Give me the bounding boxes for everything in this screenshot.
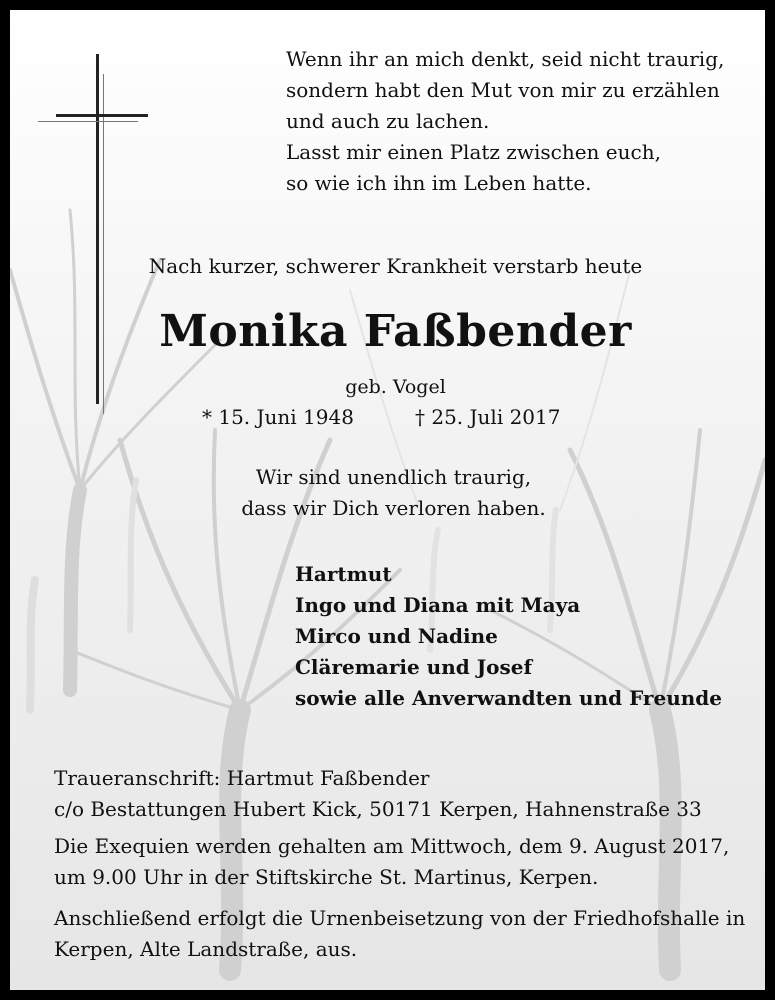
mourner: Mirco und Nadine xyxy=(295,624,498,648)
birth-date: * 15. Juni 1948 xyxy=(202,405,354,429)
mourners-list xyxy=(295,559,722,714)
death-announcement xyxy=(10,251,765,282)
poem xyxy=(286,44,724,199)
poem-line: Wenn ihr an mich denkt, seid nicht traurig, xyxy=(286,47,725,71)
mourner: sowie alle Anverwandten und Freunde xyxy=(295,686,722,710)
mourner: Hartmut xyxy=(295,562,392,586)
maiden-name xyxy=(10,374,765,400)
mourner: Cläremarie und Josef xyxy=(295,655,533,679)
poem-line: sondern habt den Mut von mir zu erzählen xyxy=(286,78,720,102)
mourning-address xyxy=(54,763,702,825)
deceased-name-text: Monika Faßbender xyxy=(159,306,632,357)
death-date: † 25. Juli 2017 xyxy=(415,405,561,429)
service-details xyxy=(54,831,729,893)
address-line: c/o Bestattungen Hubert Kick, 50171 Kerpen, Hahnenstraße 33 xyxy=(54,797,702,821)
address-line: Traueranschrift: Hartmut Faßbender xyxy=(54,766,430,790)
death-announcement-text: Nach kurzer, schwerer Krankheit verstarb heute xyxy=(148,254,643,278)
deceased-name xyxy=(10,304,765,360)
burial-line: Kerpen, Alte Landstraße, aus. xyxy=(54,937,358,961)
grief-line: Wir sind unendlich traurig, xyxy=(255,465,532,489)
grief-line: dass wir Dich verloren haben. xyxy=(241,496,546,520)
poem-line: und auch zu lachen. xyxy=(286,109,490,133)
poem-line: Lasst mir einen Platz zwischen euch, xyxy=(286,140,661,164)
service-line: Die Exequien werden gehalten am Mittwoch, dem 9. August 2017, xyxy=(54,834,730,858)
cross-icon xyxy=(38,54,148,414)
service-line: um 9.00 Uhr in der Stiftskirche St. Martinus, Kerpen. xyxy=(54,865,599,889)
grief-message xyxy=(10,462,765,524)
burial-details xyxy=(54,903,745,965)
mourner: Ingo und Diana mit Maya xyxy=(295,593,581,617)
poem-line: so wie ich ihn im Leben hatte. xyxy=(286,171,592,195)
maiden-name-text: geb. Vogel xyxy=(345,376,446,398)
burial-line: Anschließend erfolgt die Urnenbeisetzung von der Friedhofshalle in xyxy=(54,906,746,930)
